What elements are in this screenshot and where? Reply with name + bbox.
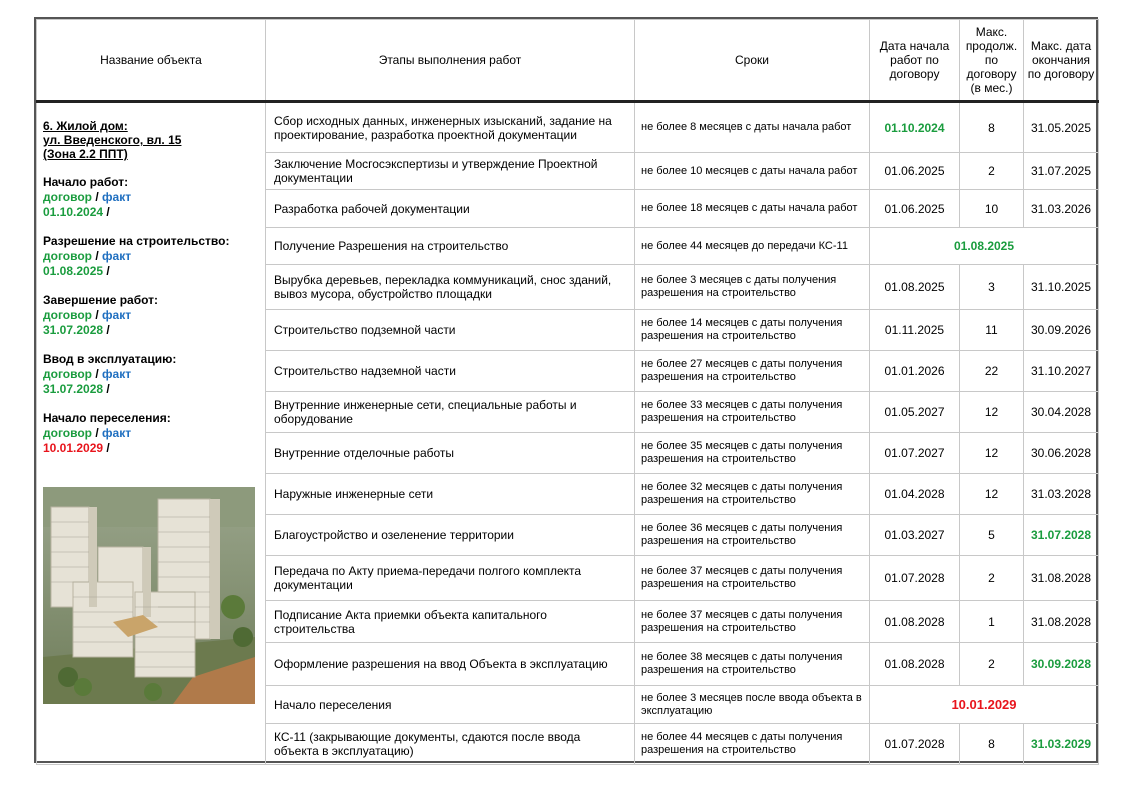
term-cell: не более 35 месяцев с даты получения разрешения на строительство xyxy=(635,433,870,474)
term-cell: не более 32 месяцев с даты получения разрешения на строительство xyxy=(635,474,870,515)
end-date-cell: 31.03.2029 xyxy=(1024,724,1099,765)
start-date-cell: 01.11.2025 xyxy=(870,310,960,351)
stage-cell: Получение Разрешения на строительство xyxy=(266,228,635,265)
milestone-date: 31.07.2028 xyxy=(43,323,104,337)
stage-cell: Наружные инженерные сети xyxy=(266,474,635,515)
milestone-legend xyxy=(43,426,259,441)
legend-separator: / xyxy=(95,190,99,204)
legend-fact: факт xyxy=(102,426,132,440)
duration-cell: 11 xyxy=(960,310,1024,351)
term-cell: не более 36 месяцев с даты получения разрешения на строительство xyxy=(635,515,870,556)
end-date-cell: 31.10.2027 xyxy=(1024,351,1099,392)
end-date-cell: 31.05.2025 xyxy=(1024,102,1099,153)
stage-cell: Заключение Мосгосэкспертизы и утверждение Проектной документации xyxy=(266,153,635,190)
object-title-line: 6. Жилой дом: xyxy=(43,119,128,133)
header-stages: Этапы выполнения работ xyxy=(266,20,635,102)
milestone-heading: Разрешение на строительство: xyxy=(43,234,230,248)
milestone-group xyxy=(43,293,259,338)
milestone-separator: / xyxy=(106,323,110,337)
legend-separator: / xyxy=(95,249,99,263)
start-date-cell: 01.08.2028 xyxy=(870,643,960,686)
duration-cell: 12 xyxy=(960,474,1024,515)
start-date-cell: 01.10.2024 xyxy=(870,102,960,153)
duration-cell: 3 xyxy=(960,265,1024,310)
schedule-frame xyxy=(34,17,1098,763)
stage-cell: Разработка рабочей документации xyxy=(266,190,635,228)
duration-cell: 1 xyxy=(960,601,1024,643)
term-cell: не более 10 месяцев с даты начала работ xyxy=(635,153,870,190)
header-object: Название объекта xyxy=(37,20,266,102)
milestone-group xyxy=(43,175,259,220)
stage-cell: Внутренние отделочные работы xyxy=(266,433,635,474)
building-render-image xyxy=(43,487,255,704)
term-cell: не более 27 месяцев с даты получения разрешения на строительство xyxy=(635,351,870,392)
milestone-date: 01.10.2024 xyxy=(43,205,104,219)
milestone-date: 01.08.2025 xyxy=(43,264,104,278)
legend-fact: факт xyxy=(102,190,132,204)
milestone-date-cell: 10.01.2029 xyxy=(870,686,1099,724)
term-cell: не более 33 месяцев с даты получения разрешения на строительство xyxy=(635,392,870,433)
end-date-cell: 31.07.2025 xyxy=(1024,153,1099,190)
stage-cell: Вырубка деревьев, перекладка коммуникаций, снос зданий, вывоз мусора, обустройство площадки xyxy=(266,265,635,310)
milestone-date: 10.01.2029 xyxy=(43,441,104,455)
duration-cell: 8 xyxy=(960,724,1024,765)
start-date-cell: 01.08.2028 xyxy=(870,601,960,643)
term-cell: не более 37 месяцев с даты получения разрешения на строительство xyxy=(635,601,870,643)
legend-contract: договор xyxy=(43,308,92,322)
term-cell: не более 18 месяцев с даты начала работ xyxy=(635,190,870,228)
legend-contract: договор xyxy=(43,426,92,440)
header-terms: Сроки xyxy=(635,20,870,102)
duration-cell: 2 xyxy=(960,153,1024,190)
term-cell: не более 38 месяцев с даты получения разрешения на строительство xyxy=(635,643,870,686)
end-date-cell: 31.08.2028 xyxy=(1024,556,1099,601)
end-date-cell: 31.03.2028 xyxy=(1024,474,1099,515)
milestone-legend xyxy=(43,190,259,205)
end-date-cell: 30.09.2028 xyxy=(1024,643,1099,686)
start-date-cell: 01.06.2025 xyxy=(870,153,960,190)
object-info-cell xyxy=(37,102,266,765)
term-cell: не более 37 месяцев с даты получения разрешения на строительство xyxy=(635,556,870,601)
end-date-cell: 31.10.2025 xyxy=(1024,265,1099,310)
duration-cell: 2 xyxy=(960,643,1024,686)
milestone-separator: / xyxy=(106,205,110,219)
milestone-heading: Завершение работ: xyxy=(43,293,159,307)
start-date-cell: 01.07.2027 xyxy=(870,433,960,474)
table-row xyxy=(37,102,1099,153)
duration-cell: 12 xyxy=(960,433,1024,474)
legend-contract: договор xyxy=(43,190,92,204)
start-date-cell: 01.04.2028 xyxy=(870,474,960,515)
stage-cell: Благоустройство и озеленение территории xyxy=(266,515,635,556)
legend-separator: / xyxy=(95,426,99,440)
term-cell: не более 44 месяцев с даты получения разрешения на строительство xyxy=(635,724,870,765)
duration-cell: 2 xyxy=(960,556,1024,601)
start-date-cell: 01.07.2028 xyxy=(870,724,960,765)
duration-cell: 12 xyxy=(960,392,1024,433)
start-date-cell: 01.07.2028 xyxy=(870,556,960,601)
duration-cell: 5 xyxy=(960,515,1024,556)
legend-fact: факт xyxy=(102,367,132,381)
milestone-separator: / xyxy=(106,441,110,455)
legend-contract: договор xyxy=(43,249,92,263)
milestone-values xyxy=(43,264,259,279)
end-date-cell: 31.07.2028 xyxy=(1024,515,1099,556)
stage-cell: КС-11 (закрывающие документы, сдаются после ввода объекта в эксплуатацию) xyxy=(266,724,635,765)
milestone-heading: Начало работ: xyxy=(43,175,129,189)
table-header-row xyxy=(37,20,1099,102)
milestone-separator: / xyxy=(106,264,110,278)
object-title xyxy=(43,119,259,161)
schedule-table xyxy=(36,19,1099,765)
end-date-cell: 31.03.2026 xyxy=(1024,190,1099,228)
duration-cell: 8 xyxy=(960,102,1024,153)
object-title-line: ул. Введенского, вл. 15 xyxy=(43,133,182,147)
milestone-group xyxy=(43,234,259,279)
end-date-cell: 30.09.2026 xyxy=(1024,310,1099,351)
start-date-cell: 01.06.2025 xyxy=(870,190,960,228)
header-start: Дата начала работ по договору xyxy=(870,20,960,102)
milestone-group xyxy=(43,352,259,397)
milestone-values xyxy=(43,441,259,456)
stage-cell: Оформление разрешения на ввод Объекта в эксплуатацию xyxy=(266,643,635,686)
milestone-legend xyxy=(43,367,259,382)
legend-separator: / xyxy=(95,367,99,381)
milestone-legend xyxy=(43,308,259,323)
stage-cell: Строительство надземной части xyxy=(266,351,635,392)
stage-cell: Начало переселения xyxy=(266,686,635,724)
header-end: Макс. дата окончания по договору xyxy=(1024,20,1099,102)
term-cell: не более 3 месяцев после ввода объекта в эксплуатацию xyxy=(635,686,870,724)
milestone-date: 31.07.2028 xyxy=(43,382,104,396)
duration-cell: 10 xyxy=(960,190,1024,228)
milestone-group xyxy=(43,411,259,456)
term-cell: не более 3 месяцев с даты получения разрешения на строительство xyxy=(635,265,870,310)
milestone-separator: / xyxy=(106,382,110,396)
end-date-cell: 30.04.2028 xyxy=(1024,392,1099,433)
term-cell: не более 14 месяцев с даты получения разрешения на строительство xyxy=(635,310,870,351)
milestone-date-cell: 01.08.2025 xyxy=(870,228,1099,265)
stage-cell: Строительство подземной части xyxy=(266,310,635,351)
milestone-legend xyxy=(43,249,259,264)
milestone-heading: Ввод в эксплуатацию: xyxy=(43,352,177,366)
start-date-cell: 01.05.2027 xyxy=(870,392,960,433)
end-date-cell: 30.06.2028 xyxy=(1024,433,1099,474)
stage-cell: Сбор исходных данных, инженерных изысканий, задание на проектирование, разработка проектной документации xyxy=(266,102,635,153)
milestone-values xyxy=(43,323,259,338)
end-date-cell: 31.08.2028 xyxy=(1024,601,1099,643)
start-date-cell: 01.01.2026 xyxy=(870,351,960,392)
stage-cell: Подписание Акта приемки объекта капитального строительства xyxy=(266,601,635,643)
legend-fact: факт xyxy=(102,308,132,322)
header-duration: Макс. продолж. по договору (в мес.) xyxy=(960,20,1024,102)
milestone-heading: Начало переселения: xyxy=(43,411,171,425)
stage-cell: Передача по Акту приема-передачи полгого комплекта документации xyxy=(266,556,635,601)
start-date-cell: 01.03.2027 xyxy=(870,515,960,556)
term-cell: не более 44 месяцев до передачи КС-11 xyxy=(635,228,870,265)
term-cell: не более 8 месяцев с даты начала работ xyxy=(635,102,870,153)
duration-cell: 22 xyxy=(960,351,1024,392)
milestone-values xyxy=(43,205,259,220)
legend-separator: / xyxy=(95,308,99,322)
start-date-cell: 01.08.2025 xyxy=(870,265,960,310)
stage-cell: Внутренние инженерные сети, специальные работы и оборудование xyxy=(266,392,635,433)
legend-fact: факт xyxy=(102,249,132,263)
legend-contract: договор xyxy=(43,367,92,381)
milestone-values xyxy=(43,382,259,397)
object-title-line: (Зона 2.2 ППТ) xyxy=(43,147,128,161)
